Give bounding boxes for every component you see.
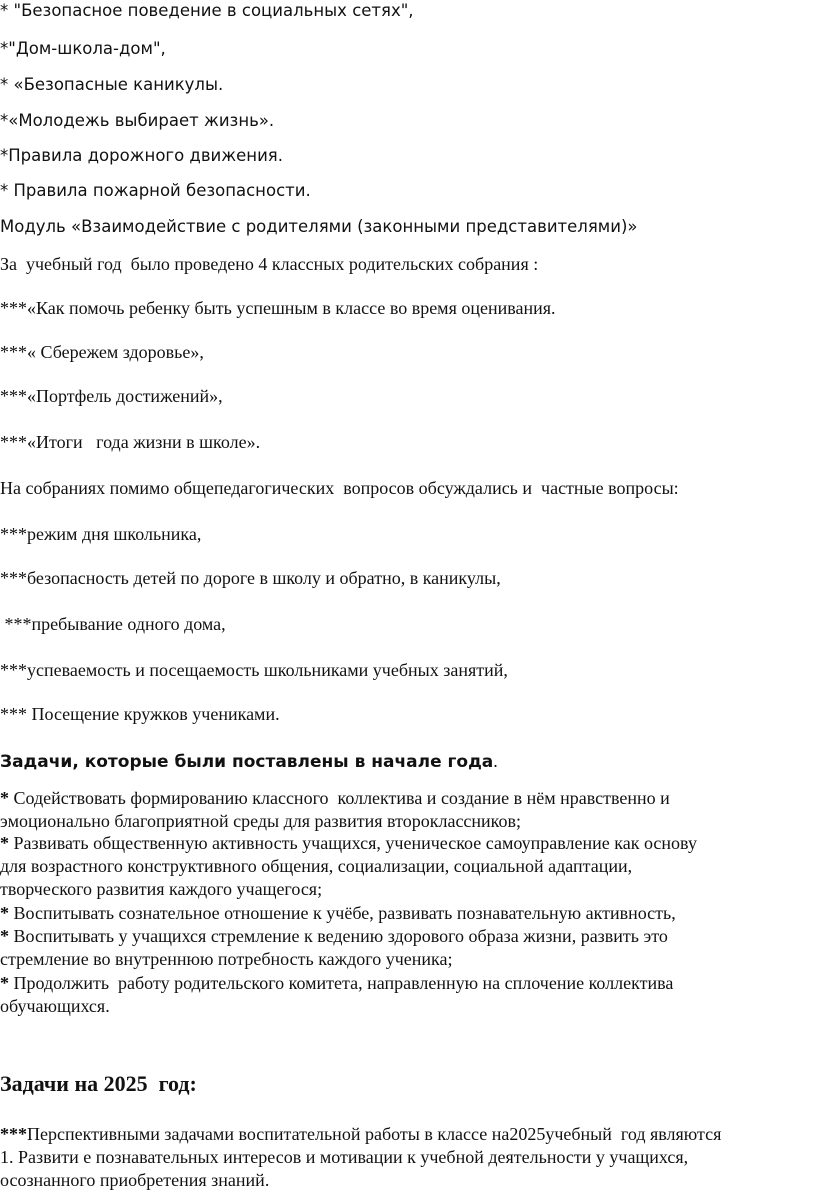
goals-line: * Воспитывать у учащихся стремление к ведению здорового образа жизни, развить это [0, 926, 668, 946]
tasks-heading: Задачи на 2025 год: [0, 1071, 197, 1096]
list-item: * Правила пожарной безопасности. [0, 181, 311, 200]
list-item: *** Посещение кружков учениками. [0, 704, 280, 724]
tasks-line: осознанного приобретения знаний. [0, 1170, 270, 1190]
goals-line: эмоционально благоприятной среды для развития второклассников; [0, 811, 522, 831]
list-item: ***«Как помочь ребенку быть успешным в классе во время оценивания. [0, 298, 556, 318]
list-item: ***пребывание одного дома, [0, 614, 226, 634]
list-item: * "Безопасное поведение в социальных сетях", [0, 1, 414, 20]
module-title-rest: (законными представителями)» [351, 217, 638, 236]
tasks-line: 1. Развити е познавательных интересов и мотивации к учебной деятельности у учащихся, [0, 1147, 689, 1167]
goals-line: * Развивать общественную активность учащихся, ученическое самоуправление как основу [0, 833, 697, 853]
list-item: ***успеваемость и посещаемость школьниками учебных занятий, [0, 660, 508, 680]
meetings-intro: За учебный год было проведено 4 классных родительских собрания : [0, 254, 539, 274]
goals-line: * Воспитывать сознательное отношение к учёбе, развивать познавательную активность, [0, 903, 676, 923]
list-item: *Правила дорожного движения. [0, 146, 283, 165]
list-item: ***« Сбережем здоровье», [0, 342, 204, 362]
goals-heading: Задачи, которые были поставлены в начале года. [0, 751, 498, 772]
goals-line: * Содействовать формированию классного коллектива и создание в нём нравственно и [0, 788, 670, 808]
tasks-line: ***Перспективными задачами воспитательной работы в классе на2025учебный год являются [0, 1124, 722, 1144]
module-heading [0, 218, 637, 236]
goals-line: стремление во внутреннюю потребность каждого ученика; [0, 949, 453, 969]
goals-line: обучающихся. [0, 996, 110, 1016]
list-item: ***безопасность детей по дороге в школу и обратно, в каникулы, [0, 568, 501, 588]
topics-intro: На собраниях помимо общепедагогических вопросов обсуждались и частные вопросы: [0, 478, 679, 498]
list-item: ***«Итоги года жизни в школе». [0, 432, 261, 452]
goals-line: творческого развития каждого учащегося; [0, 879, 323, 899]
list-item: * «Безопасные каникулы. [0, 75, 224, 94]
module-title-main: Модуль «Взаимодействие с родителями [0, 217, 352, 236]
list-item: ***«Портфель достижений», [0, 386, 223, 406]
list-item: *«Молодежь выбирает жизнь». [0, 111, 275, 130]
list-item: *"Дом-школа-дом", [0, 39, 166, 58]
list-item: ***режим дня школьника, [0, 524, 202, 544]
goals-line: * Продолжить работу родительского комитета, направленную на сплочение коллектива [0, 973, 674, 993]
goals-line: для возрастного конструктивного общения, социализации, социальной адаптации, [0, 856, 633, 876]
